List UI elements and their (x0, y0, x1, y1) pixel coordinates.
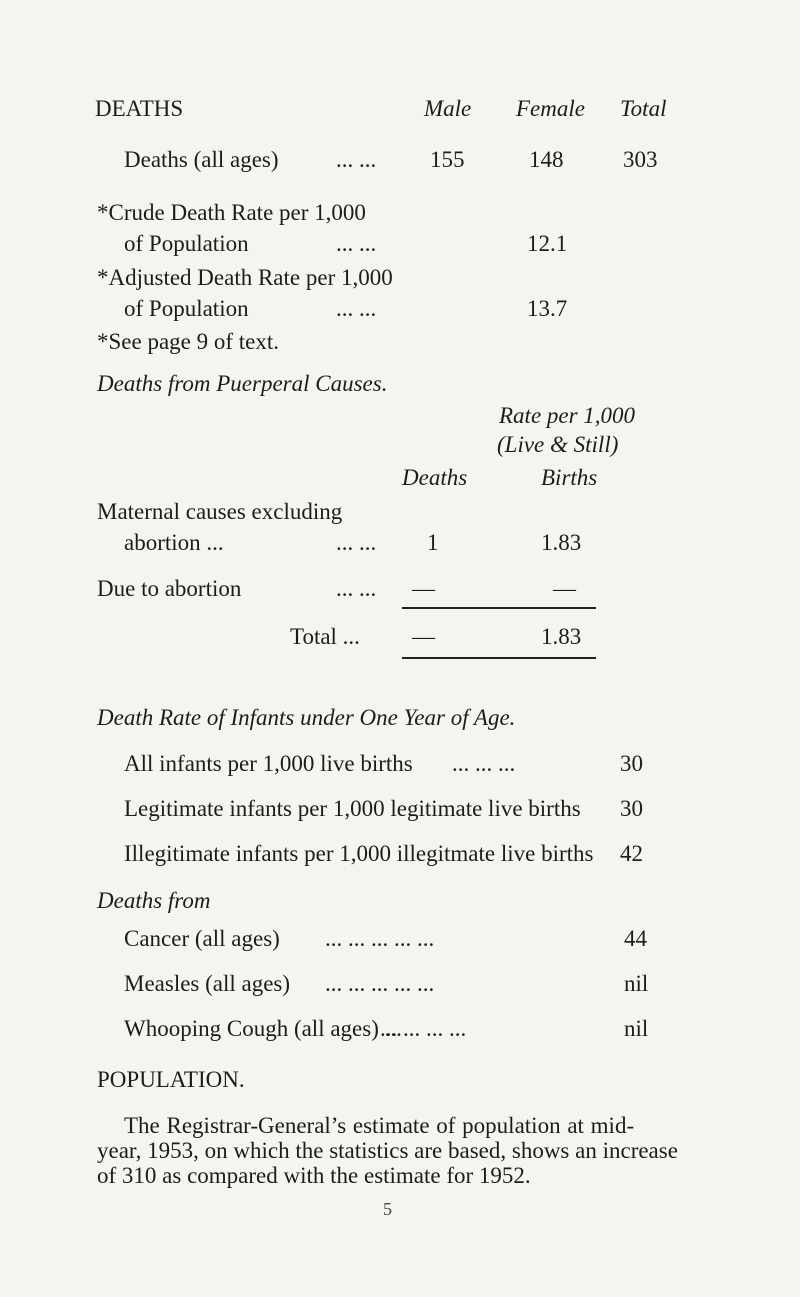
total-label: Total ... (290, 624, 360, 649)
col-births-header: Births (541, 465, 598, 490)
infant-row-all-value: 30 (620, 751, 643, 776)
infant-row-legit-value: 30 (620, 796, 643, 821)
crude-rate-value: 12.1 (527, 231, 568, 256)
crude-rate-dots: ... ... (336, 231, 377, 256)
cancer-label: Cancer (all ages) (124, 926, 280, 951)
deaths-all-ages-dots: ... ... (336, 147, 377, 172)
infant-heading: Death Rate of Infants under One Year of Age. (97, 705, 516, 730)
measles-value: nil (624, 971, 649, 996)
rate-header-line2: (Live & Still) (497, 432, 619, 457)
deaths-heading: DEATHS (95, 96, 184, 121)
total-top-rule (402, 607, 596, 609)
col-female-header: Female (516, 96, 585, 121)
col-male-header: Male (424, 96, 472, 121)
infant-row-legit-label: Legitimate infants per 1,000 legitimate live births (124, 796, 581, 821)
total-deaths: — (412, 624, 435, 649)
whooping-cough-dots: ... ... ... ... (380, 1016, 467, 1041)
maternal-deaths: 1 (427, 530, 439, 555)
footnote: *See page 9 of text. (97, 329, 280, 354)
deaths-total-value: 303 (623, 147, 658, 172)
adjusted-rate-value: 13.7 (527, 296, 568, 321)
population-heading: POPULATION. (97, 1067, 245, 1092)
puerperal-heading: Deaths from Puerperal Causes. (97, 371, 388, 396)
deaths-all-ages-label: Deaths (all ages) (124, 147, 279, 172)
maternal-label-line1: Maternal causes excluding (97, 499, 343, 524)
infant-row-all-dots: ... ... ... (452, 751, 516, 776)
infant-row-all-label: All infants per 1,000 live births (124, 751, 413, 776)
col-total-header: Total (620, 96, 667, 121)
whooping-cough-value: nil (624, 1016, 649, 1041)
maternal-label-line2: abortion ... (124, 530, 224, 555)
population-text-line1: The Registrar-General’s estimate of population at mid- (124, 1113, 635, 1138)
deaths-female-value: 148 (529, 147, 564, 172)
population-text-line2: year, 1953, on which the statistics are based, shows an increase (97, 1138, 678, 1163)
crude-rate-line1: *Crude Death Rate per 1,000 (97, 200, 366, 225)
measles-label: Measles (all ages) (124, 971, 291, 996)
deaths-male-value: 155 (430, 147, 465, 172)
page-number: 5 (383, 1199, 392, 1219)
abortion-dots: ... ... (336, 576, 377, 601)
abortion-deaths: — (412, 576, 435, 601)
whooping-cough-label: Whooping Cough (all ages) ... (124, 1016, 402, 1041)
crude-rate-line2: of Population (124, 231, 249, 256)
adjusted-rate-line2: of Population (124, 296, 249, 321)
infant-row-illegit-value: 42 (620, 841, 643, 866)
maternal-rate: 1.83 (541, 530, 582, 555)
total-rate: 1.83 (541, 624, 582, 649)
abortion-rate: — (553, 576, 576, 601)
cancer-dots: ... ... ... ... ... (325, 926, 435, 951)
cancer-value: 44 (624, 926, 647, 951)
deaths-from-heading: Deaths from (97, 888, 211, 913)
adjusted-rate-line1: *Adjusted Death Rate per 1,000 (97, 265, 393, 290)
total-bottom-rule (402, 657, 596, 659)
abortion-label: Due to abortion (97, 576, 242, 601)
adjusted-rate-dots: ... ... (336, 296, 377, 321)
infant-row-illegit-label: Illegitimate infants per 1,000 illegitmate live births (124, 841, 594, 866)
population-text-line3: of 310 as compared with the estimate for 1952. (97, 1163, 531, 1188)
maternal-dots: ... ... (336, 530, 377, 555)
col-deaths-header: Deaths (402, 465, 468, 490)
measles-dots: ... ... ... ... ... (325, 971, 435, 996)
rate-header-line1: Rate per 1,000 (499, 403, 636, 428)
